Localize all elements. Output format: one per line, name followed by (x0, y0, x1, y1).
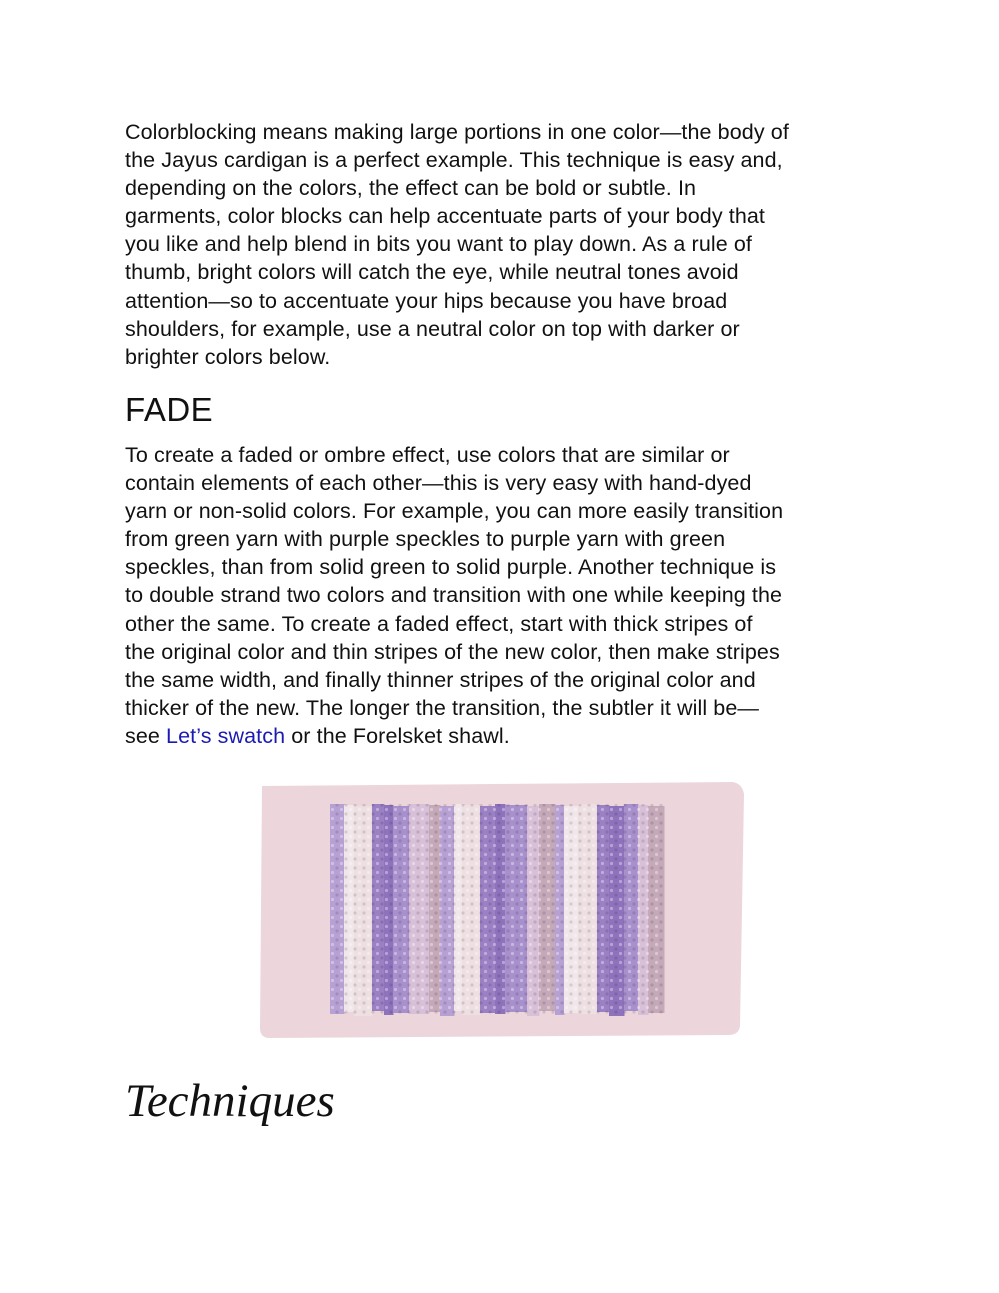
section-title: Techniques (125, 1075, 335, 1127)
text-line: To create a faded or ombre effect, use colors that are similar or (125, 443, 730, 467)
text-line: brighter colors below. (125, 344, 331, 369)
text-line: attention—so to accentuate your hips because you have broad (125, 288, 728, 313)
text-line: from green yarn with purple speckles to purple yarn with green (125, 527, 726, 552)
text-line: speckles, than from solid green to solid purple. Another technique is (125, 555, 777, 580)
knit-texture (330, 804, 664, 1014)
lets-swatch-link[interactable]: Let’s swatch (166, 723, 286, 748)
text-line: Colorblocking means making large portions in one color—the body of (125, 120, 789, 144)
text-line: other the same. To create a faded effect, start with thick stripes of (125, 611, 753, 636)
text-line: you like and help blend in bits you want to play down. As a rule of (125, 232, 753, 257)
fade-heading: FADE (125, 391, 214, 428)
text-line: to double strand two colors and transition with one while keeping the (125, 583, 783, 608)
fade-paragraph (125, 441, 875, 750)
text-line: the same width, and finally thinner stripes of the original color and (125, 667, 756, 692)
knitted-swatch-photo (258, 780, 744, 1038)
text-line: the original color and thin stripes of the new color, then make stripes (125, 639, 780, 664)
text-line: the Jayus cardigan is a perfect example. This technique is easy and, (125, 148, 783, 173)
text-line: shoulders, for example, use a neutral color on top with darker or (125, 316, 740, 341)
text-line: yarn or non-solid colors. For example, you can more easily transition (125, 499, 784, 524)
intro-paragraph (125, 118, 875, 371)
text-fragment: or the Forelsket shawl. (285, 723, 510, 748)
swatch-illustration (258, 780, 744, 1038)
text-line: thicker of the new. The longer the transition, the subtler it will be— (125, 695, 760, 720)
text-line: depending on the colors, the effect can be bold or subtle. In (125, 176, 697, 201)
text-line-with-link (125, 722, 875, 750)
text-line: thumb, bright colors will catch the eye, while neutral tones avoid (125, 260, 739, 285)
text-line: contain elements of each other—this is very easy with hand-dyed (125, 471, 752, 496)
text-line: garments, color blocks can help accentuate parts of your body that (125, 204, 766, 229)
text-fragment: see (125, 723, 167, 748)
